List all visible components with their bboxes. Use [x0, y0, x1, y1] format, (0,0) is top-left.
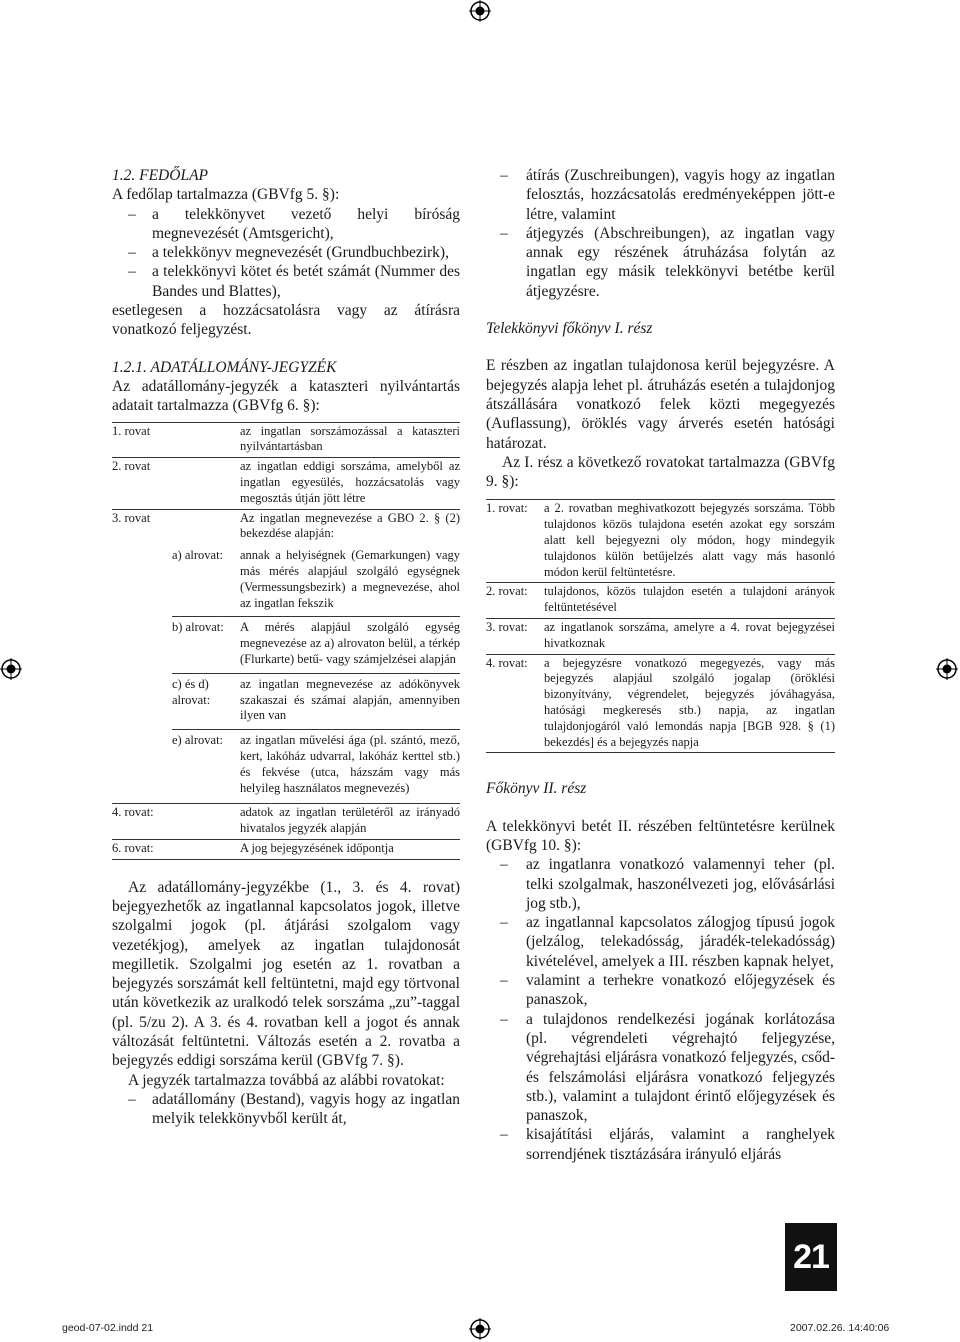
list-item: – adatállomány (Bestand), vagyis hogy az ingatlan melyik telekkönyvből került át,: [128, 1090, 460, 1128]
row-text: az ingatlan eddigi sorszáma, amelyből az ingatlan egyesülés, hozzácsatolás vagy megosztás útján jött létre: [240, 458, 460, 509]
left-column: [112, 166, 460, 1129]
section-title-adatallomany: 1.2.1. ADATÁLLOMÁNY-JEGYZÉK: [112, 358, 337, 376]
table-row: [172, 730, 460, 802]
row-label: e) alrovat:: [172, 730, 240, 802]
list-item: – átjegyzés (Abschreibungen), az ingatlan vagy annak egy részének átruházása folytán az ingatlan egy másik telekkönyvi betétbe kerül átjegyzésre.: [500, 224, 835, 300]
row-text: az ingatlan sorszámozással a kataszteri nyilvántartásban: [240, 422, 460, 458]
registration-mark-icon: [0, 658, 22, 680]
row-label: 1. rovat: [112, 422, 240, 458]
list-item-text: a telekkönyv megnevezését (Grundbuchbezirk),: [152, 244, 449, 262]
page-number: 21: [785, 1223, 837, 1291]
table-row: [172, 545, 460, 617]
paragraph: Az adatállomány-jegyzék a kataszteri nyilvántartás adatait tartalmazza (GBVfg 6. §):: [112, 377, 460, 415]
list-item-text: a tulajdonos rendelkezési jogának korlátozása (pl. végrendeleti végrehajtó feljegyzése, végrehajtási eljárásra vonatkozó feljegyzés, csőd- és felszámolási eljárásra vonatkozó feljegyzés stb.), valamint a tulajdont érintő előjegyzések és panaszok,: [526, 1010, 835, 1125]
paragraph: A jegyzék tartalmazza továbbá az alábbi rovatokat:: [128, 1071, 445, 1089]
row-text: tulajdonos, közös tulajdon esetén a tulajdoni arányok feltüntetésével: [544, 583, 835, 619]
list-item-text: átjegyzés (Abschreibungen), az ingatlan vagy annak egy részének átruházása folytán az ingatlan egy másik telekkönyvi betétbe kerül átjegyzésre.: [526, 224, 835, 300]
section-title-fokonyv-2: Főkönyv II. rész: [486, 780, 587, 798]
row-label: 3. rovat: [112, 509, 240, 544]
list-item: – átírás (Zuschreibungen), vagyis hogy az ingatlan felosztás, hozzácsatolás eredményeképpen jött-e létre, valamint: [500, 167, 835, 223]
registration-mark-icon: [469, 1318, 491, 1340]
table-row: [112, 804, 460, 840]
row-label: 4. rovat:: [112, 804, 240, 840]
list-item-text: az ingatlannal kapcsolatos zálogjog típusú jogok (jelzálog, telekadósság, járadék-telekadósság) kivételével, amelyek a III. részben kapnak helyet,: [526, 914, 835, 970]
paragraph: E részben az ingatlan tulajdonosa kerül bejegyzésre. A bejegyzés alapja lehet pl. átruházás esetén a tulajdonjog átszállására vonatkozó felek közti megegyezés (Auflassung), öröklés vagy árverés esetén hatósági határozat.: [486, 357, 835, 452]
row-text: a bejegyzésre vonatkozó megegyezés, vagy más bejegyzés alapjául szolgáló jogalap (öröklési bizonyítvány, végrendelet, bejegyzés jóváhagyása, hatósági megkeresés stb.) napja, az ingatlan tulajdonjogáról való lemondás napja [BGB 928. § (1) bekezdés] és a bejegyzés napja: [544, 654, 835, 753]
row-text: Az ingatlan megnevezése a GBO 2. § (2) bekezdése alapján:: [240, 509, 460, 544]
table-row: [172, 617, 460, 673]
list-item-text: a telekkönyvi kötet és betét számát (Nummer des Bandes und Blattes),: [152, 263, 460, 300]
footer-file: geod-07-02.indd 21: [62, 1322, 154, 1334]
list-item-text: adatállomány (Bestand), vagyis hogy az ingatlan melyik telekkönyvből került át,: [152, 1090, 460, 1128]
registration-mark-icon: [936, 658, 958, 680]
row-label: 6. rovat:: [112, 839, 240, 859]
section-title-fokonyv-1: Telekkönyvi főkönyv I. rész: [486, 320, 653, 338]
table-row: [112, 839, 460, 859]
row-label: b) alrovat:: [172, 617, 240, 673]
row-label: 4. rovat:: [486, 654, 544, 753]
list-item: – a tulajdonos rendelkezési jogának korlátozása (pl. végrendeleti végrehajtó feljegyzése, végrehajtási eljárásra vonatkozó feljegyzés, csőd- és felszámolási eljárásra vonatkozó feljegyzés stb.), valamint a tulajdont érintő előjegyzések és panaszok,: [500, 1010, 835, 1125]
section-intro: A fedőlap tartalmazza (GBVfg 5. §):: [112, 186, 340, 204]
table-row: [486, 500, 835, 583]
paragraph: A telekkönyvi betét II. részében feltüntetésre kerülnek (GBVfg 10. §):: [486, 817, 835, 854]
row-label: a) alrovat:: [172, 548, 224, 563]
table-row: [112, 458, 460, 509]
footer-date: 2007.02.26. 14:40:06: [790, 1322, 890, 1334]
row-text: az ingatlanok sorszáma, amelyre a 4. rovat bejegyzései hivatkoznak: [544, 619, 835, 655]
table-row: [486, 619, 835, 655]
subrovat-table: [172, 545, 460, 801]
list-item-text: valamint a terhekre vonatkozó előjegyzések és panaszok,: [526, 972, 835, 1009]
row-text: a 2. rovatban meghivatkozott bejegyzés sorszáma. Több tulajdonos közös tulajdona esetén azokat egy sorszám alatt kell bejegyezni oly módon, hogy mindegyik tulajdonos külön betűjelzés alatt vagy más hasonló módon kerül feltüntetésre.: [544, 500, 835, 583]
rovat-table: [112, 422, 460, 860]
table-row: [486, 583, 835, 619]
rovat-table-fokonyv: [486, 499, 835, 753]
table-row: [172, 673, 460, 729]
row-text: az ingatlan művelési ága (pl. szántó, mező, kert, lakóház udvarral, lakóház kerttel stb.) és fekvése (utca, házszám vagy más helyileg használatos megnevezés): [240, 730, 460, 802]
list-item-text: az ingatlanra vonatkozó valamennyi teher (pl. telki szolgalmak, haszonélvezeti jog, elővásárlási jog stb.),: [526, 856, 835, 912]
row-text: annak a helyiségnek (Gemarkungen) vagy más mérés alapjául szolgáló egységnek (Vermessungsbezirk) a megnevezése, ahol az ingatlan fekszik: [240, 548, 460, 610]
list-item: – valamint a terhekre vonatkozó előjegyzések és panaszok,: [500, 972, 835, 1009]
section-title-fedolap: 1.2. FEDŐLAP: [112, 167, 209, 184]
list-item: – az ingatlannal kapcsolatos zálogjog típusú jogok (jelzálog, telekadósság, járadék-telekadósság) kivételével, amelyek a III. részben kapnak helyet,: [500, 914, 835, 970]
row-text: A jog bejegyzésének időpontja: [240, 839, 460, 859]
row-label: 1. rovat:: [486, 500, 544, 583]
list-item: – a telekkönyv megnevezését (Grundbuchbezirk),: [128, 244, 449, 262]
list-item: – az ingatlanra vonatkozó valamennyi teher (pl. telki szolgalmak, haszonélvezeti jog, elővásárlási jog stb.),: [500, 856, 835, 912]
row-label: 3. rovat:: [486, 619, 544, 655]
paragraph: Az adatállomány-jegyzékbe (1., 3. és 4. rovat) bejegyezhetők az ingatlannal kapcsolatos jogok, illetve szolgalmi jogok (pl. átjárási szolgalom vagy vezetékjog), amelyek az ingatlan tulajdonosát megilletik. Szolgalmi jog esetén az 1. rovatban a bejegyzés sorszámát kell feltüntetni, majd egy törtvonal után következik az uralkodó telek sorszáma „zu”-taggal (pl. 5/zu 2). A 3. és 4. rovatban kell a jogot és annak változását feltüntetni. Változás esetén a 2. rovatba a bejegyzés eddigi sorszáma kerül (GBVfg 7. §).: [112, 878, 460, 1070]
row-label: 2. rovat: [112, 458, 240, 509]
list-item: – a telekkönyvi kötet és betét számát (Nummer des Bandes und Blattes),: [128, 263, 460, 300]
list-item: – a telekkönyvet vezető helyi bíróság megnevezését (Amtsgericht),: [128, 205, 460, 242]
list-item-text: a telekkönyvet vezető helyi bíróság megnevezését (Amtsgericht),: [152, 205, 460, 242]
table-row: [112, 509, 460, 544]
list-item-text: kisajátítási eljárás, valamint a ranghelyek sorrendjének tisztázására irányuló eljárás: [526, 1126, 835, 1163]
paragraph: Az I. rész a következő rovatokat tartalmazza (GBVfg 9. §):: [486, 453, 835, 491]
table-row: [112, 544, 460, 804]
table-row: [112, 422, 460, 458]
row-label: 2. rovat:: [486, 583, 544, 619]
row-text: A mérés alapjául szolgáló egység megnevezése az a) alrovaton belül, a térkép (Flurkarte) betű- vagy számjelzései alapján: [240, 617, 460, 673]
row-text: adatok az ingatlan területéről az irányadó hivatalos jegyzék alapján: [240, 804, 460, 840]
list-item-text: átírás (Zuschreibungen), vagyis hogy az ingatlan felosztás, hozzácsatolás eredményeképpen jött-e létre, valamint: [526, 167, 835, 223]
row-text: az ingatlan megnevezése az adókönyvek szakaszai és számai alapján, amennyiben ilyen van: [240, 673, 460, 729]
paragraph: esetlegesen a hozzácsatolásra vagy az átírásra vonatkozó feljegyzést.: [112, 302, 460, 339]
table-row: [486, 654, 835, 753]
list-item: – kisajátítási eljárás, valamint a ranghelyek sorrendjének tisztázására irányuló eljárás: [500, 1126, 835, 1163]
row-label: c) és d) alrovat:: [172, 673, 240, 729]
registration-mark-icon: [469, 0, 491, 22]
right-column: [486, 166, 835, 1164]
